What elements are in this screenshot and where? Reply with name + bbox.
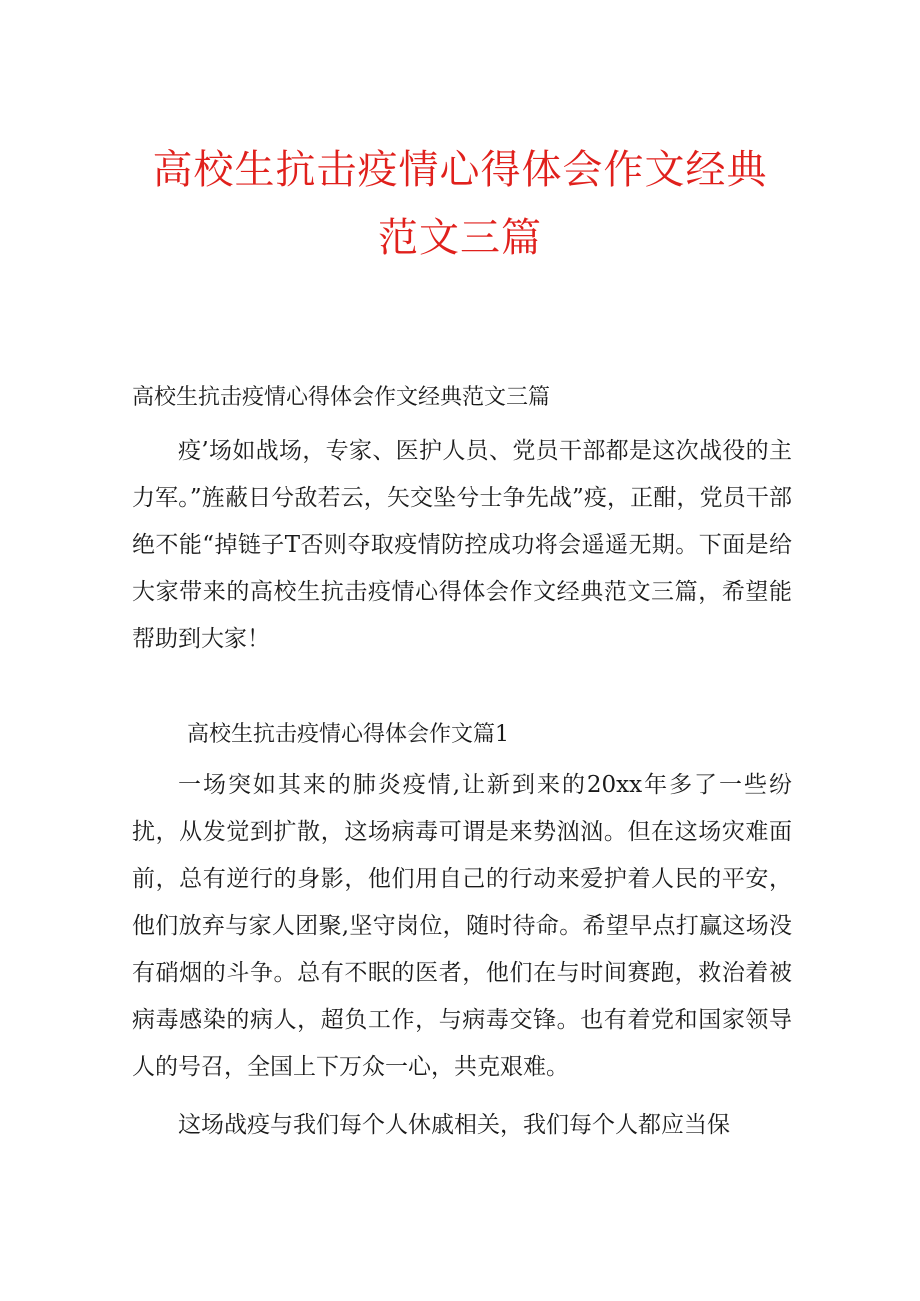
document-title-line-2: 范文三篇 [378,215,542,261]
section-1-heading: 高校生抗击疫情心得体会作文篇1 [187,722,509,747]
document-subtitle: 高校生抗击疫情心得体会作文经典范文三篇 [132,385,551,410]
document-title-line-1: 高校生抗击疫情心得体会作文经典 [152,147,768,193]
section-1-paragraph-2: 这场战疫与我们每个人休戚相关，我们每个人都应当保 [178,1112,730,1138]
section-1-paragraph-1: 一场突如其来的肺炎疫情,让新到来的20xx年多了一些纷扰，从发觉到扩散，这场病毒可谓是来势汹汹。但在这场灾难面前，总有逆行的身影，他们用自己的行动来爱护着人民的平安，他们放弃与家人团聚,坚守岗位，随时待命。希望早点打赢这场没有硝烟的斗争。总有不眠的医者，他们在与时间赛跑，救治着被病毒感染的病人，超负工作，与病毒交锋。也有着党和国家领导人的号召，全国上下万众一心，共克艰难。 [132,772,792,1080]
intro-paragraph: 疫’场如战场，专家、医护人员、党员干部都是这次战役的主力军。”旌蔽日兮敌若云，矢交坠兮士争先战”疫，正酣，党员干部绝不能“掉链子T否则夺取疫情防控成功将会遥遥无期。下面是给大家带来的高校生抗击疫情心得体会作文经典范文三篇，希望能帮助到大家！ [132,438,792,652]
